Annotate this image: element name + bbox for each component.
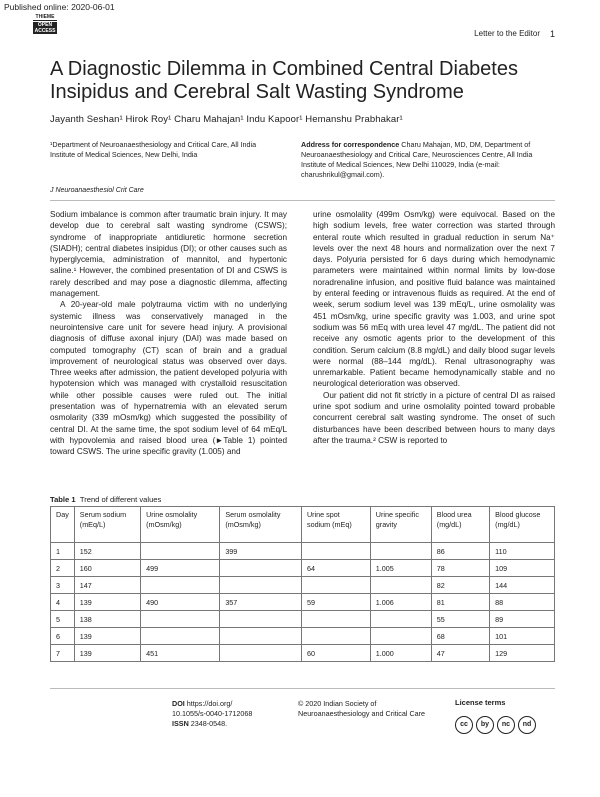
cc-icon: cc (455, 716, 473, 734)
table-cell: 139 (74, 645, 140, 662)
table-cell: 78 (431, 560, 489, 577)
paragraph: A 20-year-old male polytrauma victim with no underlying systemic illness was conservatively managed in the neurointensive care unit for severe head injury. A provisional diagnosis of diffuse axonal injury (DAI) was made based on computed tomography (CT) scan of brain and a gradual improvement of neurological status was observed over days. Three weeks after admission, the patient developed polyuria with hypotension which was managed with crystalloid resuscitation while other possible causes were ruled out. The initial presentation was of hypernatremia with an elevated serum osmolarity (339 mOsm/kg) which suggested the possibility of central DI. At the same time, the spot sodium level of 64 mEq/L with hypovolemia and raised blood urea (►Table 1) pointed toward CSWS. The urine specific gravity (1.005) and (50, 300, 287, 457)
table-cell: 152 (74, 543, 140, 560)
table-cell: 81 (431, 594, 489, 611)
table-cell: 1.006 (370, 594, 431, 611)
table-cell: 138 (74, 611, 140, 628)
author-list: Jayanth Seshan¹ Hirok Roy¹ Charu Mahajan¹ Indu Kapoor¹ Hemanshu Prabhakar¹ (50, 114, 403, 125)
table-cell: 1.000 (370, 645, 431, 662)
doi-url[interactable]: https://doi.org/ (186, 699, 233, 708)
table-body (51, 543, 555, 662)
article-title: A Diagnostic Dilemma in Combined Central Diabetes Insipidus and Cerebral Salt Wasting Syndrome (50, 58, 518, 103)
table-cell: 110 (490, 543, 555, 560)
table-cell: 4 (51, 594, 75, 611)
table-header-cell: Blood glucose (mg/dL) (490, 507, 555, 543)
table-row (51, 560, 555, 577)
license-icons[interactable] (455, 713, 539, 734)
table-row (51, 577, 555, 594)
table-cell: 129 (490, 645, 555, 662)
no-derivatives-icon: nd (518, 716, 536, 734)
table-cell: 451 (141, 645, 220, 662)
values-table (50, 506, 555, 662)
table-cell: 144 (490, 577, 555, 594)
table-header-row (51, 507, 555, 543)
table-cell (141, 628, 220, 645)
journal-name: J Neuroanaesthesiol Crit Care (50, 187, 144, 194)
table-cell (370, 611, 431, 628)
table-cell: 88 (490, 594, 555, 611)
divider (50, 688, 555, 689)
table-header-cell: Urine osmolality (mOsm/kg) (141, 507, 220, 543)
table-cell (220, 577, 302, 594)
license-label: License terms (455, 698, 506, 707)
table-cell: 2 (51, 560, 75, 577)
table-caption-text: Trend of different values (79, 495, 162, 504)
table-cell: 64 (301, 560, 370, 577)
logo-line1: THIEME (33, 14, 57, 21)
page-number: 1 (549, 29, 555, 39)
body-column-right (313, 209, 555, 446)
paragraph: urine osmolality (499m Osm/kg) were equivocal. Based on the high sodium levels, free water correction was started through enteral route which resulted in gradual reduction in serum Na⁺ levels over the next 48 hours and normalization over the next 7 days. Polyuria persisted for 6 days during which hemodynamic parameters were maintained within normal limits by low-dose noradrenaline infusion, and positive fluid balance was maintained by enteral feeding or intravenous fluids as required. At the end of week, serum sodium level was 139 mEq/L, urine osmolality was 451 mOsm/kg, urine specific gravity was 1.003, and urine spot sodium was 56 mEq with urea level 47 mg/dL. The patient did not receive any osmotic agents prior to the development of this condition. Serum calcium (8.8 mg/dL) and daily blood sugar levels were normal (88–144 mg/dL). Renal ultrasonography was unremarkable. Patient became hemodynamically stable and no neurological deterioration was observed. (313, 210, 555, 389)
table-cell (220, 611, 302, 628)
table-cell (301, 611, 370, 628)
table-cell (141, 611, 220, 628)
table-cell: 139 (74, 628, 140, 645)
table-cell: 160 (74, 560, 140, 577)
table-cell: 5 (51, 611, 75, 628)
table-cell: 7 (51, 645, 75, 662)
table-header-cell: Urine spot sodium (mEq) (301, 507, 370, 543)
doi-block (172, 699, 292, 729)
table-cell: 139 (74, 594, 140, 611)
doi-label: DOI (172, 699, 185, 708)
table-row (51, 594, 555, 611)
table-caption (50, 495, 161, 504)
table-header-cell: Day (51, 507, 75, 543)
table-cell: 68 (431, 628, 489, 645)
thieme-open-access-logo (33, 14, 57, 34)
affiliation: ¹Department of Neuroanaesthesiology and Critical Care, All India Institute of Medical Sciences, New Delhi, India (50, 140, 257, 159)
non-commercial-icon: nc (497, 716, 515, 734)
paragraph: Our patient did not fit strictly in a picture of central DI as raised urine spot sodium and urine osmolality pointed toward probable concurrent cerebral salt wasting syndrome. The onset of such disturbances have been described between hours to many days after the trauma.² CSW is reported to (313, 390, 555, 445)
table-cell: 147 (74, 577, 140, 594)
table-cell (301, 628, 370, 645)
table-cell (370, 628, 431, 645)
table-cell (141, 543, 220, 560)
table-cell (301, 577, 370, 594)
table-row (51, 645, 555, 662)
correspondence-label: Address for correspondence (301, 140, 400, 149)
table-cell: 82 (431, 577, 489, 594)
correspondence (301, 140, 556, 180)
table-header-cell: Blood urea (mg/dL) (431, 507, 489, 543)
table-header-cell: Serum sodium (mEq/L) (74, 507, 140, 543)
copyright: © 2020 Indian Society of Neuroanaesthesiology and Critical Care (298, 699, 426, 718)
logo-line2: OPEN ACCESS (34, 22, 56, 34)
table-row (51, 543, 555, 560)
table-cell: 60 (301, 645, 370, 662)
table-cell: 490 (141, 594, 220, 611)
paragraph: Sodium imbalance is common after traumatic brain injury. It may develop due to cerebral salt wasting syndrome (CSWS); syndrome of inappropriate antidiuretic hormone secretion (SIADH); central diabetes insipidus (DI); or other causes such as hyperglycemia, administration of mannitol, and hypertonic saline.¹ However, the combined presentation of DI and CSWS is rarely described and may pose a diagnostic dilemma, affecting management. (50, 210, 287, 299)
table-cell: 1.005 (370, 560, 431, 577)
table-cell: 89 (490, 611, 555, 628)
running-title: Letter to the Editor (474, 29, 540, 38)
body-column-left (50, 209, 287, 458)
table-cell (141, 577, 220, 594)
table-cell: 6 (51, 628, 75, 645)
table-cell (301, 543, 370, 560)
table-cell (220, 628, 302, 645)
table-cell (220, 645, 302, 662)
table-cell: 55 (431, 611, 489, 628)
table-header-cell: Serum osmolality (mOsm/kg) (220, 507, 302, 543)
table-cell: 86 (431, 543, 489, 560)
table-cell: 59 (301, 594, 370, 611)
table-cell (370, 577, 431, 594)
license-block (455, 698, 505, 708)
table-caption-label: Table 1 (50, 495, 76, 504)
table-cell: 399 (220, 543, 302, 560)
table-cell: 101 (490, 628, 555, 645)
issn-label: ISSN (172, 719, 189, 728)
correspondence-text: Charu Mahajan, MD, DM, Department of Neuroanaesthesiology and Critical Care, Neurosciences Centre, All India Institute of Medical Sciences, New Delhi 110029, India (e-mail: charushrikul@gmail.com). (301, 140, 533, 179)
table-cell: 3 (51, 577, 75, 594)
table-cell (370, 543, 431, 560)
table-cell: 357 (220, 594, 302, 611)
table-header-cell: Urine specific gravity (370, 507, 431, 543)
doi-value[interactable]: 10.1055/s-0040-1712068 (172, 709, 253, 718)
table-cell: 1 (51, 543, 75, 560)
issn-value: 2348-0548. (190, 719, 228, 728)
table-cell: 109 (490, 560, 555, 577)
table-row (51, 628, 555, 645)
attribution-icon: by (476, 716, 494, 734)
table-cell (220, 560, 302, 577)
table-row (51, 611, 555, 628)
table-cell: 499 (141, 560, 220, 577)
table-cell: 47 (431, 645, 489, 662)
published-date: Published online: 2020-06-01 (4, 2, 115, 12)
divider (50, 200, 555, 201)
